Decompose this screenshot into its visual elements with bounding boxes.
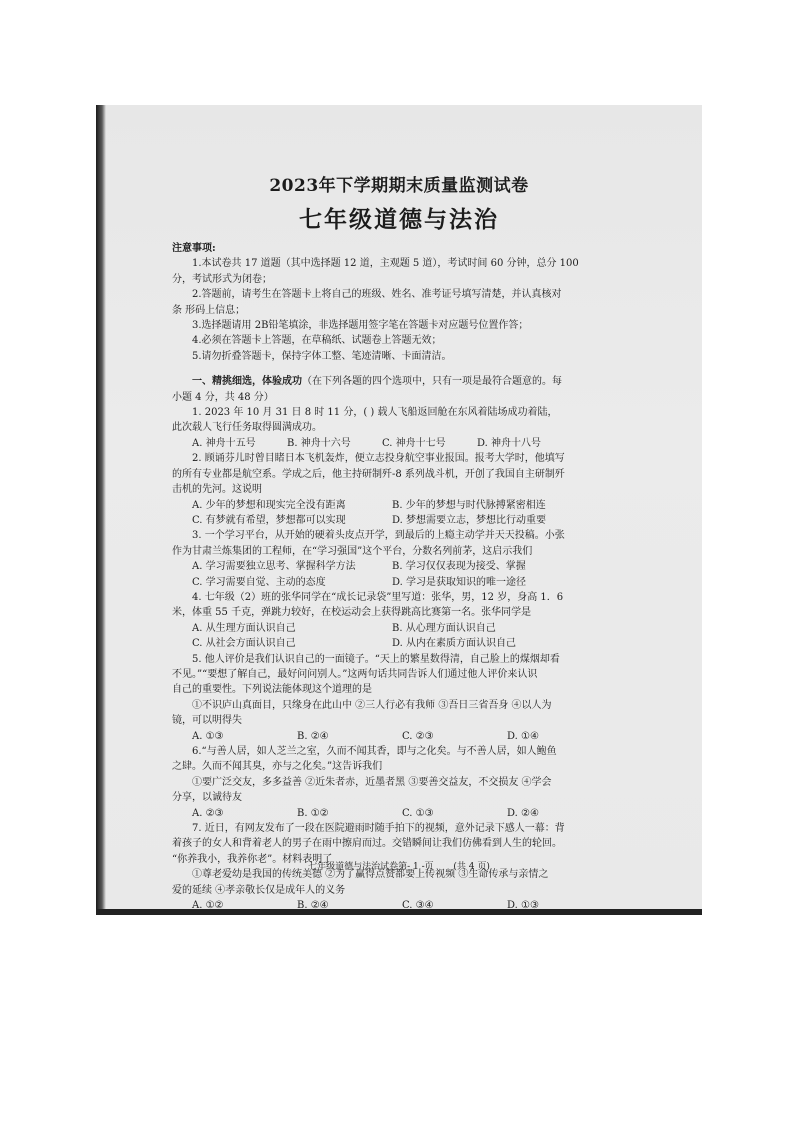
question-1-options xyxy=(172,436,627,451)
option-b: B. 学习仅仅表现为接受、掌握 xyxy=(392,561,526,573)
section-heading-line xyxy=(172,374,627,389)
exam-paper-photo xyxy=(96,105,702,915)
option-a: A. 从生理方面认识自己 xyxy=(192,622,296,634)
notice-line: 分，考试形式为闭卷； xyxy=(172,273,272,285)
question-2-line: 击机的先河。这说明 xyxy=(172,484,262,496)
question-5-line: 镜，可以明得失 xyxy=(172,715,242,727)
question-3-options xyxy=(172,575,627,590)
section-heading: 一、精挑细选，体验成功 xyxy=(192,376,302,388)
option-b: B. ②④ xyxy=(297,730,329,742)
option-d: D. ②④ xyxy=(507,807,539,819)
option-a: A. 学习需要独立思考、掌握科学方法 xyxy=(192,561,356,573)
option-b: B. ①② xyxy=(297,807,329,819)
question-5-options xyxy=(172,729,627,744)
section-intro: （在下列各题的四个选项中，只有一项是最符合题意的。每 xyxy=(302,376,562,388)
notice-line: 2.答题前，请考生在答题卡上将自己的班级、姓名、准考证号填写清楚，并认真核对 xyxy=(192,289,562,301)
question-6-line: 6.“与善人居，如人芝兰之室，久而不闻其香，即与之化矣。与不善人居，如人鲍鱼 xyxy=(192,746,557,757)
option-d: D. 从内在素质方面认识自己 xyxy=(392,638,517,650)
notice-line: 条 形码上信息； xyxy=(172,304,246,316)
option-d: D. ①④ xyxy=(507,730,539,742)
option-c: C. 从社会方面认识自己 xyxy=(192,638,296,650)
option-d: D. 学习是获取知识的唯一途径 xyxy=(392,576,527,588)
page-number: 七年级道德与法治试卷第- 1 -页 xyxy=(308,862,434,872)
notice-heading: 注意事项: xyxy=(172,243,216,254)
question-7-line: 7. 近日，有网友发布了一段在医院避雨时随手拍下的视频，意外记录下感人一幕：背 xyxy=(192,823,565,835)
question-5-line: 自己的重要性。下列说法能体现这个道理的是 xyxy=(172,684,372,696)
question-6-line: 分享，以诚待友 xyxy=(172,792,242,804)
exam-title: 2023年下学期期末质量监测试卷 xyxy=(269,176,529,196)
question-1-line: 1. 2023 年 10 月 31 日 8 时 11 分，( ) 载人飞船返回舱在东风着陆场成功着陆， xyxy=(192,407,558,419)
notice-line: 3.选择题请用 2B铅笔填涂，非选择题用签字笔在答题卡对应题号位置作答； xyxy=(192,320,529,332)
question-6-line: 之肆。久而不闻其臭，亦与之化矣。”这告诉我们 xyxy=(172,761,383,773)
question-5-line: ①不识庐山真面目，只缘身在此山中 ②三人行必有我师 ③吾日三省吾身 ④以人为 xyxy=(192,699,552,711)
section-intro-2: 小题 4 分，共 48 分） xyxy=(172,391,274,403)
question-4-options xyxy=(172,621,627,636)
question-2-line: 2. 顾诵芬儿时曾目睹日本飞机轰炸，便立志投身航空事业报国。报考大学时，他填写 xyxy=(192,453,565,465)
question-5-line: 不见。”“要想了解自己，最好问问别人。”这两句话共同告诉人们通过他人评价来认识 xyxy=(172,668,538,680)
question-1-line: 此次载人飞行任务取得圆满成功。 xyxy=(172,422,322,434)
question-4-options xyxy=(172,636,627,651)
question-6-options xyxy=(172,806,627,821)
notice-line: 5.请勿折叠答题卡，保持字体工整、笔迹清晰、卡面清洁。 xyxy=(192,350,452,362)
question-3-line: 作为甘肃兰炼集团的工程师，在“学习强国”这个平台，分数名列前茅，这启示我们 xyxy=(172,545,533,557)
option-d: D. ①③ xyxy=(507,900,539,912)
notice-line: 1.本试卷共 17 道题（其中选择题 12 道，主观题 5 道），考试时间 60 分钟，总分 100 xyxy=(192,258,579,270)
option-a: A. 神舟十五号 xyxy=(192,437,256,449)
page-total: (共 4 页) xyxy=(453,862,490,872)
question-5-line: 5. 他人评价是我们认识自己的一面镜子。“天上的繁星数得清，自己脸上的煤烟却看 xyxy=(192,653,560,665)
option-c: C. ②③ xyxy=(402,730,434,742)
option-c: C. ①③ xyxy=(402,807,434,819)
option-d: D. 神舟十八号 xyxy=(477,437,542,449)
question-2-options xyxy=(172,498,627,513)
option-a: A. ②③ xyxy=(192,807,224,819)
option-c: C. 有梦就有希望，梦想都可以实现 xyxy=(192,514,346,526)
option-b: B. ②④ xyxy=(297,900,329,912)
option-b: B. 神舟十六号 xyxy=(287,437,351,449)
question-4-line: 米，体重 55 千克，弹跳力较好，在校运动会上获得跳高比赛第一名。张华同学是 xyxy=(172,607,532,619)
question-2-options xyxy=(172,513,627,528)
option-a: A. ①② xyxy=(192,900,224,912)
question-3-options xyxy=(172,559,627,574)
option-d: D. 梦想需要立志，梦想比行动重要 xyxy=(392,514,547,526)
notice-line: 4.必须在答题卡上答题，在草稿纸、试题卷上答题无效； xyxy=(192,335,442,347)
option-b: B. 从心理方面认识自己 xyxy=(392,622,496,634)
exam-body xyxy=(172,241,627,913)
option-c: C. ③④ xyxy=(402,900,434,912)
question-7-line: 爱的延续 ④孝亲敬长仅是成年人的义务 xyxy=(172,884,346,896)
question-3-line: 3. 一个学习平台，从开始的硬着头皮点开学，到最后的上瘾主动学并天天投稿。小张 xyxy=(192,530,565,542)
option-c: C. 神舟十七号 xyxy=(382,437,446,449)
question-7-line: ①尊老爱幼是我国的传统美德 ②为了赢得点赞都要上传视频 ③生命传承与亲情之 xyxy=(192,869,549,881)
page-footer xyxy=(96,859,702,872)
question-6-line: ①要广泛交友，多多益善 ②近朱者赤，近墨者黑 ③要善交益友，不交损友 ④学会 xyxy=(192,776,552,788)
option-c: C. 学习需要自觉、主动的态度 xyxy=(192,576,326,588)
question-4-line: 4. 七年级（2）班的张华同学在“成长记录袋”里写道：张华，男，12 岁，身高 1．6 xyxy=(192,591,564,603)
exam-subject: 七年级道德与法治 xyxy=(299,206,499,233)
option-a: A. 少年的梦想和现实完全没有距离 xyxy=(192,499,346,511)
option-b: B. 少年的梦想与时代脉搏紧密相连 xyxy=(392,499,546,511)
question-7-line: “你养我小，我养你老”。材料表明了 xyxy=(172,853,333,865)
option-a: A. ①③ xyxy=(192,730,224,742)
question-7-line: 着孩子的女人和背着老人的男子在雨中擦肩而过。交错瞬间让我们仿佛看到人生的轮回。 xyxy=(172,838,562,850)
question-7-options xyxy=(172,898,627,913)
question-2-line: 的所有专业都是航空系。学成之后，他主持研制歼-8 系列战斗机，开创了我国自主研制歼 xyxy=(172,468,565,480)
